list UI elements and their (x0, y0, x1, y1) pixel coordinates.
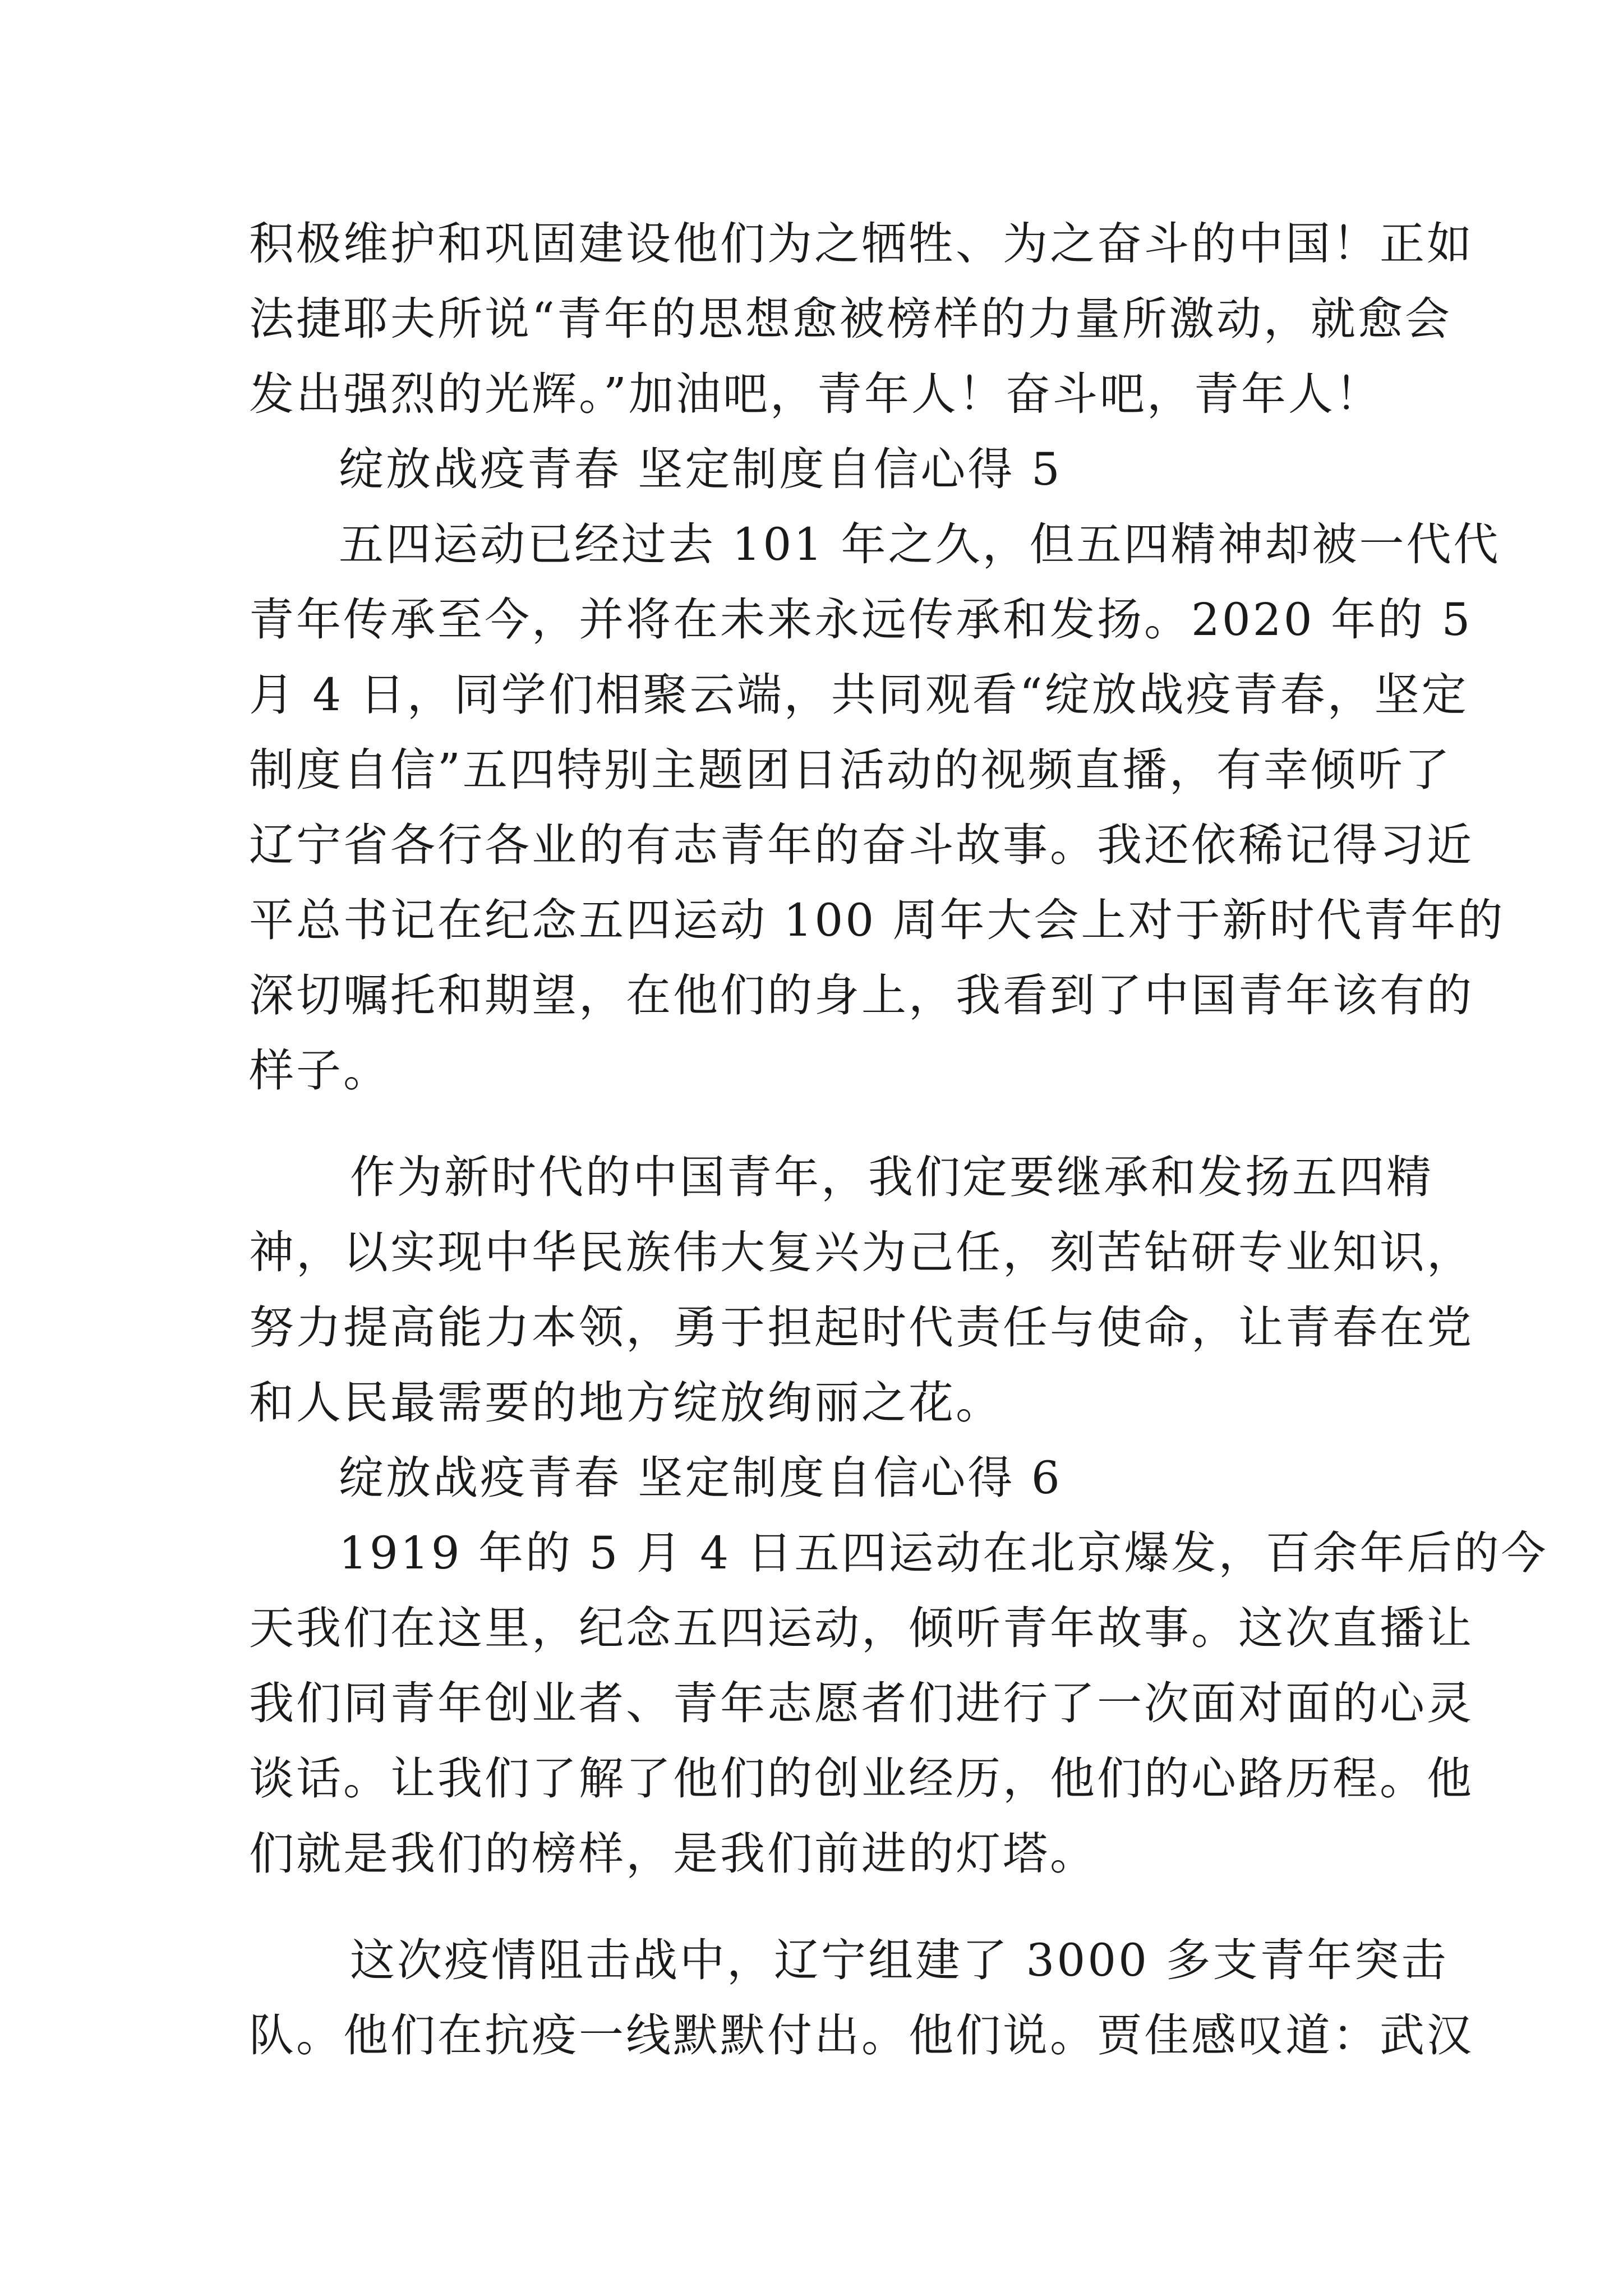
text-line: 平总书记在纪念五四运动 100 周年大会上对于新时代青年的 (249, 894, 1505, 946)
text-line: 积极维护和巩固建设他们为之牺牲、为之奋斗的中国！正如 (249, 218, 1474, 270)
text-line: 辽宁省各行各业的有志青年的奋斗故事。我还依稀记得习近 (249, 819, 1474, 871)
text-line: 法捷耶夫所说“青年的思想愈被榜样的力量所激动，就愈会 (249, 293, 1452, 345)
text-line: 天我们在这里，纪念五四运动，倾听青年故事。这次直播让 (249, 1602, 1474, 1654)
text-line: 神，以实现中华民族伟大复兴为己任，刻苦钻研专业知识， (249, 1226, 1474, 1278)
paragraph-section-6-intro (249, 1516, 1548, 1892)
text-line: 深切嘱托和期望，在他们的身上，我看到了中国青年该有的 (249, 969, 1474, 1022)
text-line: 月 4 日，同学们相聚云端，共同观看“绽放战疫青春，坚定 (249, 669, 1469, 721)
paragraph-gap (249, 1892, 1389, 1923)
paragraph-section-5-intro (249, 507, 1505, 1108)
document-body (249, 206, 1548, 2073)
text-line: 们就是我们的榜样，是我们前进的灯塔。 (249, 1828, 1097, 1880)
text-line: 样子。 (249, 1045, 390, 1097)
paragraph-section-6-body (249, 1923, 1474, 2073)
paragraph-section-5-body (249, 1140, 1474, 1441)
text-line: 队。他们在抗疫一线默默付出。他们说。贾佳感叹道：武汉 (249, 2009, 1474, 2062)
text-line: 谈话。让我们了解了他们的创业经历，他们的心路历程。他 (249, 1752, 1474, 1805)
paragraph-gap (249, 1108, 1389, 1140)
text-line: 五四运动已经过去 101 年之久，但五四精神却被一代代 (339, 518, 1501, 570)
text-line: 这次疫情阻击战中，辽宁组建了 3000 多支青年突击 (350, 1934, 1449, 1986)
text-line: 我们同青年创业者、青年志愿者们进行了一次面对面的心灵 (249, 1677, 1474, 1729)
text-line: 发出强烈的光辉。”加油吧，青年人！奋斗吧，青年人！ (249, 368, 1382, 420)
text-line: 制度自信”五四特别主题团日活动的视频直播，有幸倾听了 (249, 744, 1452, 796)
paragraph-continued (249, 206, 1474, 432)
text-line: 作为新时代的中国青年，我们定要继承和发扬五四精 (350, 1151, 1433, 1203)
text-line: 和人民最需要的地方绽放绚丽之花。 (249, 1377, 1003, 1429)
section-heading-5: 绽放战疫青春 坚定制度自信心得 5 (339, 443, 1062, 495)
section-heading-6: 绽放战疫青春 坚定制度自信心得 6 (339, 1452, 1062, 1504)
text-line: 努力提高能力本领，勇于担起时代责任与使命，让青春在党 (249, 1301, 1474, 1354)
text-line: 1919 年的 5 月 4 日五四运动在北京爆发，百余年后的今 (339, 1527, 1548, 1579)
text-line: 青年传承至今，并将在未来永远传承和发扬。2020 年的 5 (249, 593, 1473, 646)
